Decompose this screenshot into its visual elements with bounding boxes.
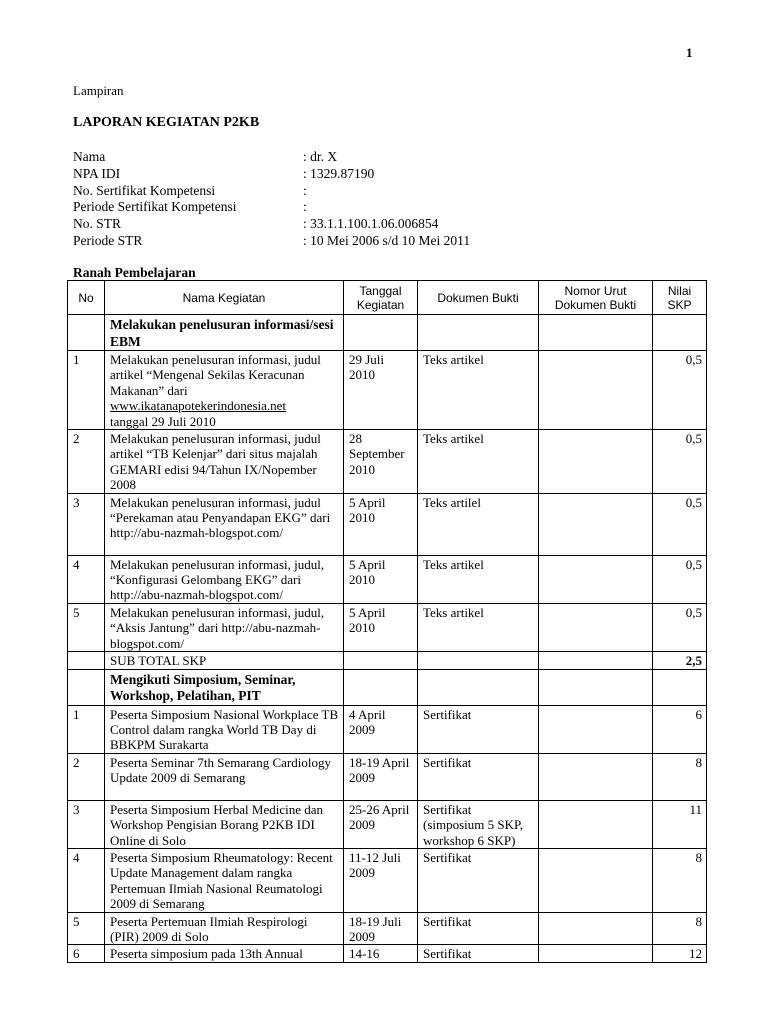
row-dokumen: Sertifikat — [418, 753, 539, 800]
row-tanggal: 5 April 2010 — [344, 603, 418, 651]
report-title: LAPORAN KEGIATAN P2KB — [73, 115, 260, 130]
row-nama-kegiatan: Peserta Simposium Herbal Medicine dan Workshop Pengisian Borang P2KB IDI Online di Solo — [105, 800, 344, 848]
info-label: Periode STR — [73, 232, 143, 248]
info-value: : — [303, 182, 307, 198]
section-heading: Mengikuti Simposium, Seminar, Workshop, Pelatihan, PIT — [105, 669, 344, 705]
row-nama-kegiatan: Melakukan penelusuran informasi, judul “Perekaman atau Penyandapan EKG” dari http://abu-nazmah-blogspot.com/ — [105, 493, 344, 555]
row-no: 5 — [68, 912, 105, 945]
empty-cell — [418, 652, 539, 669]
row-nama-kegiatan: Melakukan penelusuran informasi, judul artikel “TB Kelenjar” dari situs majalah GEMARI edisi 94/Tahun IX/Nopember 2008 — [105, 430, 344, 494]
info-value: : 33.1.1.100.1.06.006854 — [303, 216, 439, 232]
row-dokumen: Sertifikat — [418, 705, 539, 753]
row-dokumen: Teks artikel — [418, 603, 539, 651]
activity-table — [67, 280, 707, 963]
row-tanggal: 28 September 2010 — [344, 430, 418, 494]
row-nilai: 6 — [653, 705, 707, 753]
header-nilai-skp: Nilai SKP — [653, 281, 707, 315]
info-label: Nama — [73, 149, 106, 164]
row-nama-kegiatan: Peserta Simposium Nasional Workplace TB Control dalam rangka World TB Day di BBKPM Surakarta — [105, 705, 344, 753]
row-no: 4 — [68, 848, 105, 912]
page-number: 1 — [686, 45, 693, 60]
row-nama-text: Melakukan penelusuran informasi, judul artikel “Mengenal Sekilas Keracunan Makanan” dari — [110, 352, 321, 398]
table-row — [68, 351, 707, 430]
row-nilai: 11 — [653, 800, 707, 848]
empty-cell — [418, 315, 539, 351]
row-nilai: 8 — [653, 848, 707, 912]
table-row — [68, 912, 707, 945]
header-dokumen-bukti: Dokumen Bukti — [418, 281, 539, 315]
row-no: 2 — [68, 430, 105, 494]
row-tanggal: 5 April 2010 — [344, 555, 418, 603]
header-nama-kegiatan: Nama Kegiatan — [105, 281, 344, 315]
row-nilai: 12 — [653, 945, 707, 962]
section-heading: Melakukan penelusuran informasi/sesi EBM — [105, 315, 344, 351]
table-row — [68, 603, 707, 651]
info-value: : dr. X — [303, 149, 338, 164]
header-tanggal-kegiatan: Tanggal Kegiatan — [344, 281, 418, 315]
subtotal-label: SUB TOTAL SKP — [105, 652, 344, 669]
table-row — [68, 430, 707, 494]
row-dokumen: Sertifikat — [418, 912, 539, 945]
subtotal-row — [68, 652, 707, 669]
row-nilai: 0,5 — [653, 493, 707, 555]
row-nomor-urut — [539, 351, 653, 430]
row-no: 4 — [68, 555, 105, 603]
row-nilai: 0,5 — [653, 555, 707, 603]
info-value: : — [303, 199, 307, 215]
row-nama-kegiatan: Melakukan penelusuran informasi, judul, “Aksis Jantung” dari http://abu-nazmah-blogspot.com/ — [105, 603, 344, 651]
row-nilai: 0,5 — [653, 351, 707, 430]
row-nama-kegiatan: Peserta Simposium Rheumatology: Recent Update Management dalam rangka Pertemuan Ilmiah Nasional Reumatologi 2009 di Semarang — [105, 848, 344, 912]
section-row-simposium — [68, 669, 707, 705]
row-no: 2 — [68, 753, 105, 800]
row-no: 1 — [68, 351, 105, 430]
row-tanggal: 5 April 2010 — [344, 493, 418, 555]
row-nomor-urut — [539, 493, 653, 555]
row-tanggal: 18-19 Juli 2009 — [344, 912, 418, 945]
row-nomor-urut — [539, 753, 653, 800]
row-tanggal: 4 April 2009 — [344, 705, 418, 753]
table-row — [68, 945, 707, 962]
empty-cell — [418, 669, 539, 705]
row-dokumen: Teks artikel — [418, 430, 539, 494]
row-nomor-urut — [539, 848, 653, 912]
empty-cell — [653, 669, 707, 705]
row-no: 1 — [68, 705, 105, 753]
row-nomor-urut — [539, 430, 653, 494]
row-dokumen: Teks artilel — [418, 493, 539, 555]
row-no: 5 — [68, 603, 105, 651]
row-tanggal: 14-16 — [344, 945, 418, 962]
empty-cell — [68, 669, 105, 705]
row-nama-kegiatan: Peserta Seminar 7th Semarang Cardiology Update 2009 di Semarang — [105, 753, 344, 800]
section-row-ebm — [68, 315, 707, 351]
row-no: 3 — [68, 800, 105, 848]
empty-cell — [344, 315, 418, 351]
row-nama-kegiatan: Peserta simposium pada 13th Annual — [105, 945, 344, 962]
empty-cell — [344, 652, 418, 669]
empty-cell — [539, 669, 653, 705]
info-value: : 1329.87190 — [303, 165, 375, 181]
row-tanggal: 11-12 Juli 2009 — [344, 848, 418, 912]
row-nama-kegiatan: Melakukan penelusuran informasi, judul, “Konfigurasi Gelombang EKG” dari http://abu-nazmah-blogspot.com/ — [105, 555, 344, 603]
table-row — [68, 705, 707, 753]
row-tanggal: 29 Juli 2010 — [344, 351, 418, 430]
row-dokumen: Sertifikat (simposium 5 SKP, workshop 6 SKP) — [418, 800, 539, 848]
table-row — [68, 555, 707, 603]
row-dokumen: Sertifikat — [418, 848, 539, 912]
table-row — [68, 848, 707, 912]
empty-cell — [539, 652, 653, 669]
header-no: No — [68, 281, 105, 315]
table-row — [68, 800, 707, 848]
row-nilai: 0,5 — [653, 603, 707, 651]
info-label: No. STR — [73, 216, 122, 232]
row-nilai: 0,5 — [653, 430, 707, 494]
row-dokumen: Teks artikel — [418, 351, 539, 430]
row-nama-suffix: tanggal 29 Juli 2010 — [110, 413, 216, 429]
row-no: 3 — [68, 493, 105, 555]
row-tanggal: 25-26 April 2009 — [344, 800, 418, 848]
section-title: Ranah Pembelajaran — [73, 265, 196, 280]
row-dokumen: Teks artikel — [418, 555, 539, 603]
row-nomor-urut — [539, 555, 653, 603]
table-row — [68, 493, 707, 555]
row-nilai: 8 — [653, 912, 707, 945]
header-nomor-urut: Nomor Urut Dokumen Bukti — [539, 281, 653, 315]
row-tanggal: 18-19 April 2009 — [344, 753, 418, 800]
empty-cell — [344, 669, 418, 705]
lampiran-label: Lampiran — [73, 83, 124, 98]
info-label: No. Sertifikat Kompetensi — [73, 182, 216, 198]
row-nomor-urut — [539, 912, 653, 945]
info-label: NPA IDI — [73, 165, 121, 181]
info-label: Periode Sertifikat Kompetensi — [73, 199, 237, 215]
empty-cell — [653, 315, 707, 351]
row-no: 6 — [68, 945, 105, 962]
row-nomor-urut — [539, 800, 653, 848]
row-nomor-urut — [539, 705, 653, 753]
info-value: : 10 Mei 2006 s/d 10 Mei 2011 — [303, 232, 471, 248]
empty-cell — [68, 315, 105, 351]
table-row — [68, 753, 707, 800]
row-nomor-urut — [539, 945, 653, 962]
row-nama-kegiatan — [105, 351, 344, 430]
row-nilai: 8 — [653, 753, 707, 800]
subtotal-value: 2,5 — [653, 652, 707, 669]
row-nomor-urut — [539, 603, 653, 651]
source-link[interactable]: www.ikatanapotekerindonesia.net — [110, 398, 287, 414]
row-nama-kegiatan: Peserta Pertemuan Ilmiah Respirologi (PIR) 2009 di Solo — [105, 912, 344, 945]
empty-cell — [539, 315, 653, 351]
row-dokumen: Sertifikat — [418, 945, 539, 962]
table-header-row — [68, 281, 707, 315]
empty-cell — [68, 652, 105, 669]
